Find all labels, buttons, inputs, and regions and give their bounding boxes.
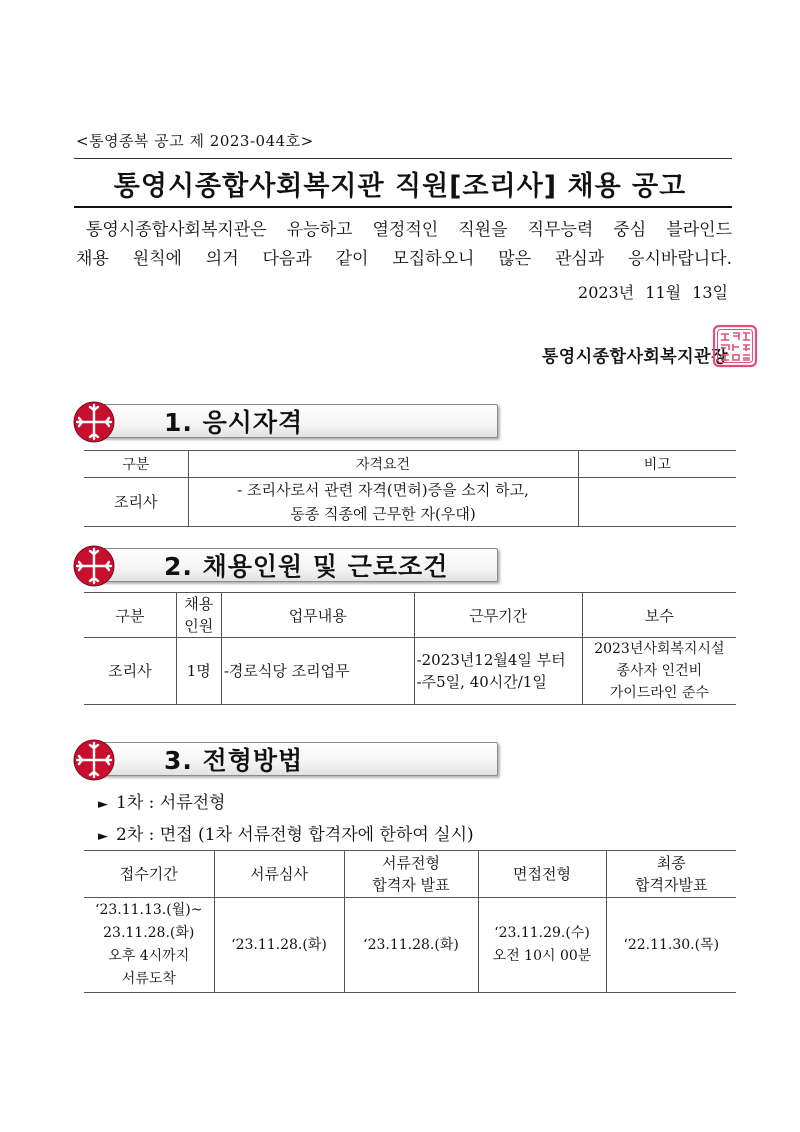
selection-steps bbox=[98, 788, 474, 852]
cell-note bbox=[578, 478, 736, 527]
notice-number: <통영종복 공고 제 2023-044호> bbox=[76, 132, 314, 150]
cell-duty: -경로식당 조리업무 bbox=[221, 638, 414, 705]
triangle-arrow-icon: ► bbox=[98, 829, 108, 844]
header-category: 구분 bbox=[84, 451, 188, 478]
header-note: 비고 bbox=[578, 451, 736, 478]
header-line-1: 최종 bbox=[656, 854, 686, 872]
signer-name: 통영시종합사회복지관장 bbox=[541, 347, 728, 367]
header-interview: 면접전형 bbox=[478, 851, 606, 898]
caritas-emblem-icon bbox=[72, 544, 116, 588]
intro-paragraph bbox=[76, 216, 732, 274]
header-period: 근무기간 bbox=[414, 593, 582, 638]
cell-final-result: ‘22.11.30.(목) bbox=[606, 898, 736, 993]
table-header-row bbox=[84, 851, 736, 898]
pay-line-1: 2023년사회복지시설 bbox=[594, 641, 725, 657]
qualification-table bbox=[84, 450, 736, 527]
header-final-result bbox=[606, 851, 736, 898]
caritas-emblem-icon bbox=[72, 400, 116, 444]
section-header-conditions bbox=[72, 544, 498, 588]
section-header-qualification bbox=[72, 400, 498, 444]
title-rule-bottom bbox=[74, 206, 732, 208]
cell-count: 1명 bbox=[176, 638, 221, 705]
header-duty: 업무내용 bbox=[221, 593, 414, 638]
interview-line-1: ‘23.11.29.(수) bbox=[494, 925, 590, 941]
cell-interview bbox=[478, 898, 606, 993]
table-header-row bbox=[84, 593, 736, 638]
header-count bbox=[176, 593, 221, 638]
requirement-line-1: - 조리사로서 관련 자격(면허)증을 소지 하고, bbox=[237, 481, 529, 499]
cell-period bbox=[414, 638, 582, 705]
header-application-period: 접수기간 bbox=[84, 851, 214, 898]
pay-line-2: 종사자 인건비 bbox=[616, 663, 703, 679]
header-pay: 보수 bbox=[582, 593, 736, 638]
step-text: 1차 : 서류전형 bbox=[116, 793, 226, 813]
conditions-table bbox=[84, 592, 736, 705]
schedule-table bbox=[84, 850, 736, 993]
step-text: 2차 : 면접 (1차 서류전형 합격자에 한하여 실시) bbox=[116, 825, 474, 845]
page-title: 통영시종합사회복지관 직원[조리사] 채용 공고 bbox=[113, 171, 687, 202]
intro-line-1: 통영시종합사회복지관은 유능하고 열정적인 직원을 직무능력 중심 블라인드 bbox=[86, 220, 732, 240]
header-count-line-2: 인원 bbox=[184, 617, 214, 635]
table-header-row bbox=[84, 451, 736, 478]
section-title: 3. 전형방법 bbox=[164, 746, 304, 775]
cell-category: 조리사 bbox=[84, 638, 176, 705]
section-title: 1. 응시자격 bbox=[164, 408, 304, 437]
period-line-2: 23.11.28.(화) bbox=[103, 925, 195, 941]
period-line-1: ‘23.11.13.(월)~ bbox=[95, 902, 203, 918]
official-seal-icon bbox=[712, 324, 758, 368]
section-title: 2. 채용인원 및 근로조건 bbox=[164, 552, 449, 581]
title-rule-top bbox=[74, 158, 732, 159]
list-item bbox=[98, 788, 474, 820]
period-line-3: 오후 4시까지 bbox=[108, 948, 190, 964]
list-item bbox=[98, 820, 474, 852]
notice-date: 2023년 11월 13일 bbox=[578, 283, 728, 302]
period-line-4: 서류도착 bbox=[121, 971, 176, 987]
cell-document-review: ‘23.11.28.(화) bbox=[214, 898, 344, 993]
intro-line-2: 채용 원칙에 의거 다음과 같이 모집하오니 많은 관심과 응시바랍니다. bbox=[76, 249, 732, 269]
period-line-1: -2023년12월4일 부터 bbox=[416, 651, 566, 669]
header-document-result bbox=[344, 851, 478, 898]
cell-application-period bbox=[84, 898, 214, 993]
header-line-1: 서류전형 bbox=[382, 854, 440, 872]
header-category: 구분 bbox=[84, 593, 176, 638]
cell-pay bbox=[582, 638, 736, 705]
requirement-line-2: 동종 직종에 근무한 자(우대) bbox=[290, 505, 476, 523]
header-line-2: 합격자 발표 bbox=[372, 876, 450, 894]
pay-line-3: 가이드라인 준수 bbox=[609, 685, 709, 701]
section-header-selection bbox=[72, 738, 498, 782]
table-row bbox=[84, 898, 736, 993]
header-document-review: 서류심사 bbox=[214, 851, 344, 898]
cell-requirements bbox=[188, 478, 578, 527]
triangle-arrow-icon: ► bbox=[98, 797, 108, 812]
caritas-emblem-icon bbox=[72, 738, 116, 782]
cell-document-result: ‘23.11.28.(화) bbox=[344, 898, 478, 993]
header-requirements: 자격요건 bbox=[188, 451, 578, 478]
table-row bbox=[84, 478, 736, 527]
interview-line-2: 오전 10시 00분 bbox=[492, 948, 592, 964]
table-row bbox=[84, 638, 736, 705]
cell-category: 조리사 bbox=[84, 478, 188, 527]
header-count-line-1: 채용 bbox=[184, 595, 214, 613]
period-line-2: -주5일, 40시간/1일 bbox=[416, 673, 547, 691]
header-line-2: 합격자발표 bbox=[635, 876, 708, 894]
